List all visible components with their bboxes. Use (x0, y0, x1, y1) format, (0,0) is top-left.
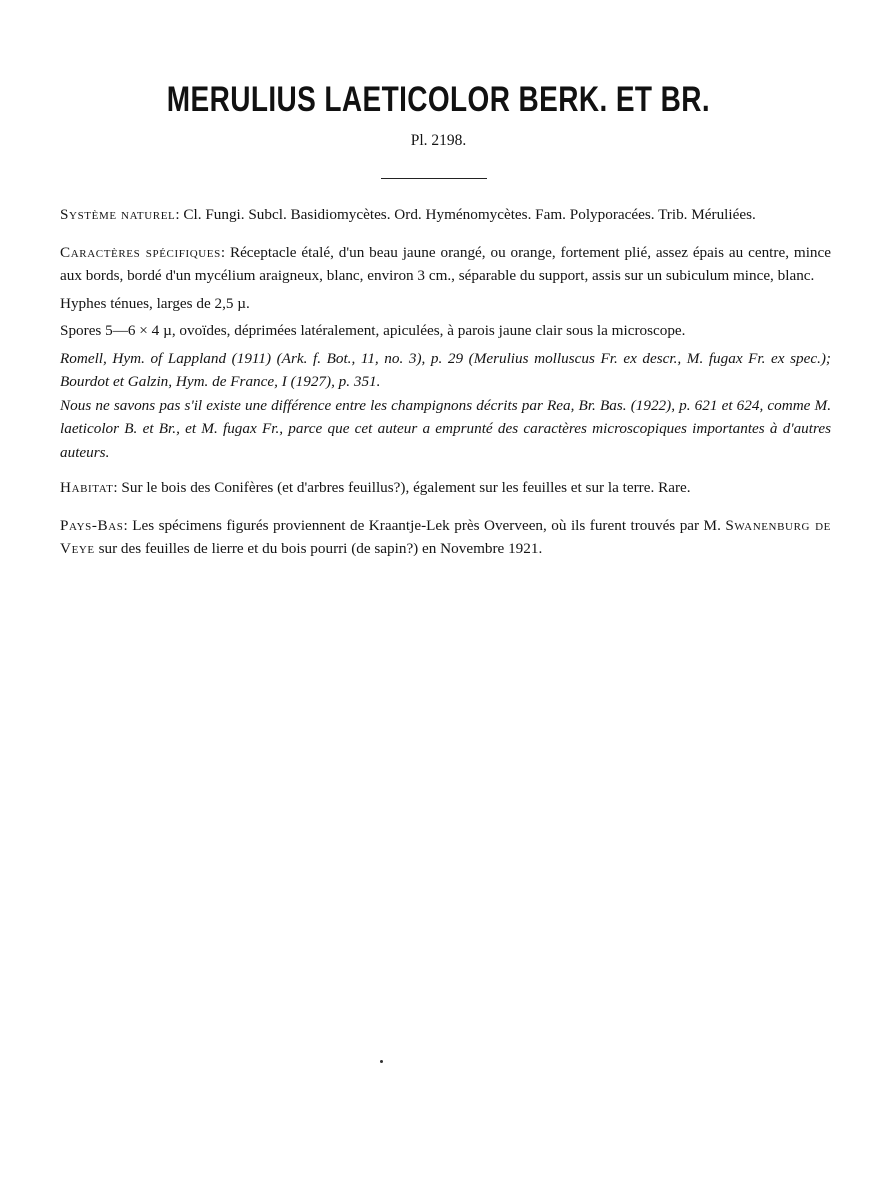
note-text: Nous ne savons pas s'il existe une différence entre les champignons décrits par Rea, Br. Bas. (1922), p. 621 et 624, comme M. laeticolor B. et Br., et M. fugax Fr., parce que cet auteur a emprunté des caractères microscopiques importantes à d'autres auteurs. (60, 396, 831, 461)
references-text: Romell, Hym. of Lappland (1911) (Ark. f. Bot., 11, no. 3), p. 29 (Merulius molluscus Fr. ex descr., M. fugax Fr. ex spec.); Bourdot et Galzin, Hym. de France, I (1927), p. 351. (60, 349, 831, 390)
paragraph-caracteres (60, 241, 831, 288)
caracteres-text: : Réceptacle étalé, d'un beau jaune orangé, ou orange, fortement plié, assez épais au centre, mince aux bords, bordé d'un mycélium araigneux, blanc, environ 3 cm., séparable du support, assis sur un subiculum mince, blanc. (60, 243, 831, 284)
habitat-text: : Sur le bois des Conifères (et d'arbres feuillus?), également sur les feuilles et sur la terre. Rare. (113, 479, 691, 496)
page-mark-dot (380, 1060, 383, 1063)
document-body (60, 203, 831, 561)
paragraph-note (60, 394, 831, 465)
page-title: MERULIUS LAETICOLOR BERK. ET BR. (166, 80, 711, 119)
paragraph-spores: Spores 5—6 × 4 µ, ovoïdes, déprimées latéralement, apiculées, à parois jaune clair sous la microscope. (60, 322, 686, 339)
paragraph-references (60, 347, 831, 394)
section-label-systeme: Système naturel (60, 206, 176, 223)
paragraph-paysbas (60, 514, 831, 561)
paysbas-text-after: sur des feuilles de lierre et du bois pourri (de sapin?) en Novembre 1921. (94, 540, 543, 557)
paysbas-text-before: : Les spécimens figurés proviennent de Kraantje-Lek près Overveen, où ils furent trouvés par M. (123, 516, 726, 534)
section-label-habitat: Habitat (60, 479, 114, 496)
collector-name: Swanenburg de Veye (60, 516, 832, 557)
paragraph-habitat (60, 476, 831, 500)
systeme-text: : Cl. Fungi. Subcl. Basidiomycètes. Ord. Hyménomycètes. Fam. Polyporacées. Trib. Méruliées. (175, 206, 756, 223)
title-divider (381, 178, 487, 179)
paragraph-systeme (60, 203, 831, 227)
plate-number: Pl. 2198. (410, 132, 467, 149)
paragraph-hyphes: Hyphes ténues, larges de 2,5 µ. (60, 294, 250, 312)
section-label-paysbas: Pays-Bas (60, 516, 124, 534)
section-label-caracteres: Caractères spécifiques (60, 243, 221, 261)
